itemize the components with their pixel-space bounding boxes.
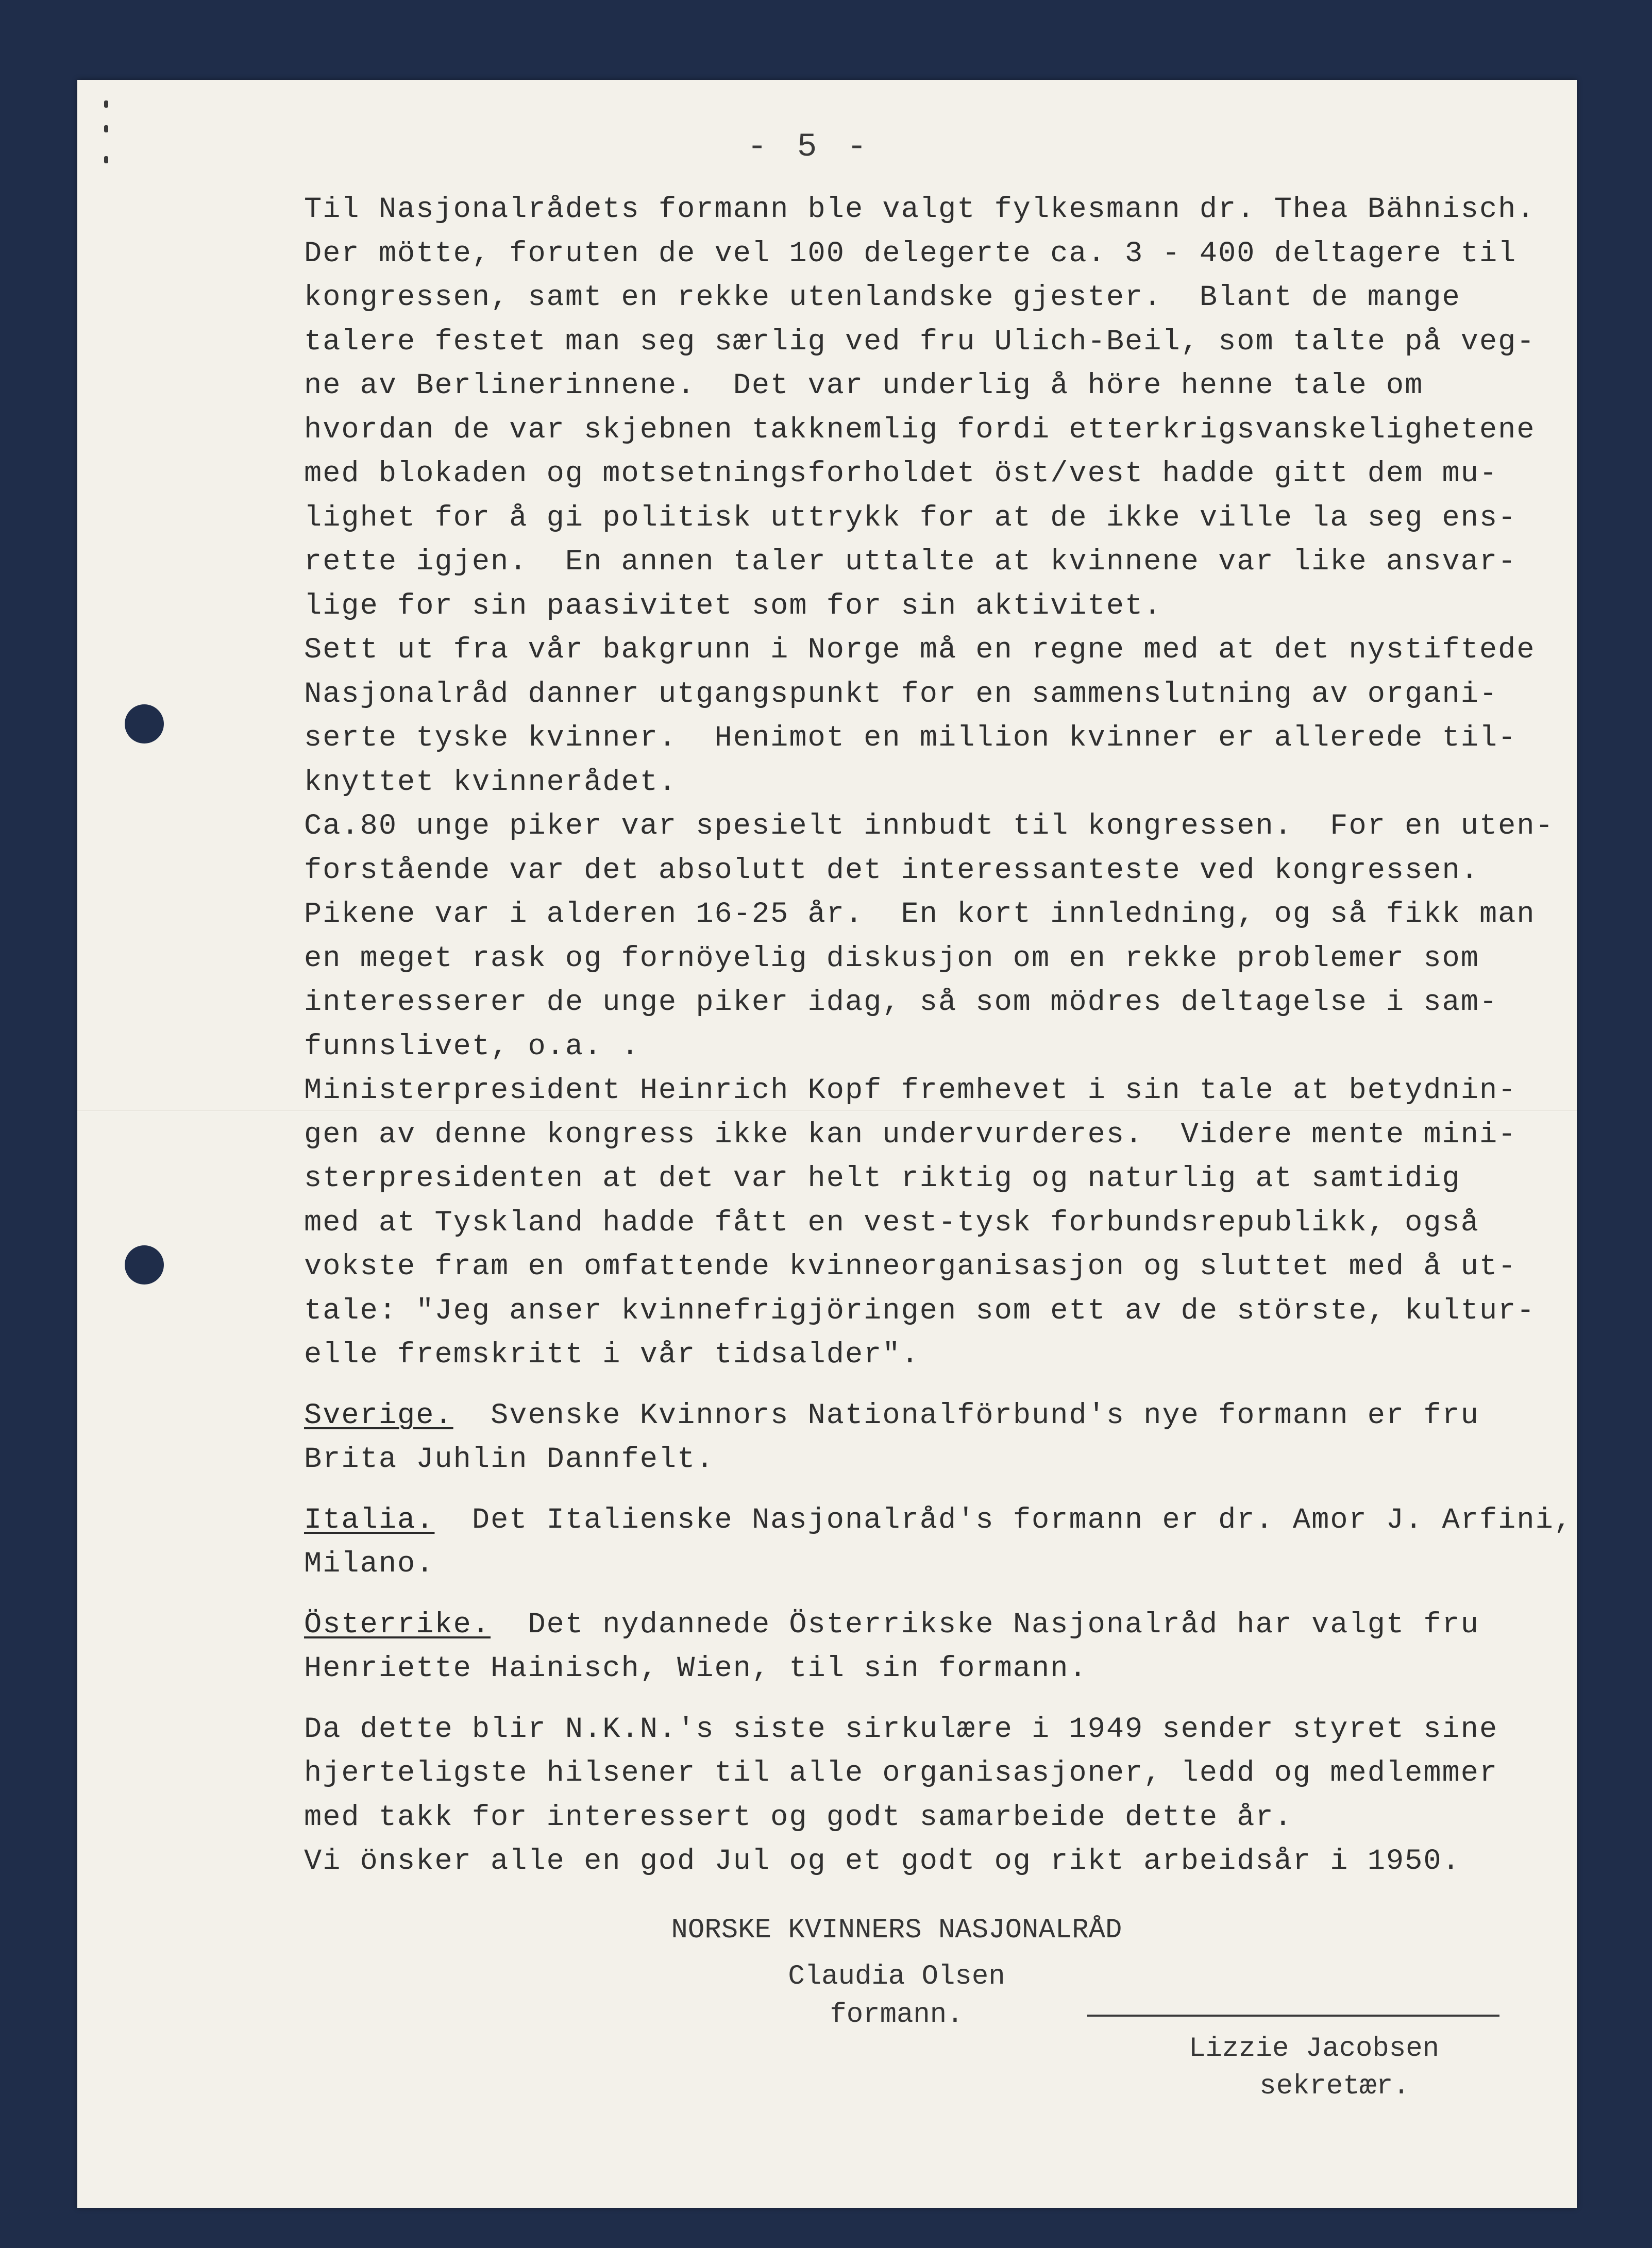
section-heading: Italia. [304,1503,435,1537]
chair-title: formann. [830,1999,964,2031]
body-line: Sett ut fra vår bakgrunn i Norge må en regne med at det nystiftede [304,634,1536,667]
body-line: ne av Berlinerinnene. Det var underlig å höre henne tale om [304,369,1424,402]
body-line: Brita Juhlin Dannfelt. [304,1443,715,1476]
section-heading: Österrike. [304,1608,491,1642]
punch-hole-upper [125,704,164,743]
punch-hole-lower [125,1245,164,1284]
secretary-name: Lizzie Jacobsen [1188,2033,1440,2065]
body-line: hvordan de var skjebnen takknemlig fordi etterkrigsvanskelighetene [304,413,1536,447]
secretary-title: sekretær. [1259,2071,1410,2102]
document-page [77,80,1577,2208]
closing-line: Vi önsker alle en god Jul og et godt og rikt arbeidsår i 1950. [304,1845,1461,1878]
section-osterrike [304,1603,1561,1648]
body-line: knyttet kvinnerådet. [304,766,678,799]
section-heading: Sverige. [304,1399,453,1432]
body-line: vokste fram en omfattende kvinneorganisasjon og sluttet med å ut- [304,1250,1517,1283]
body-line: Til Nasjonalrådets formann ble valgt fylkesmann dr. Thea Bähnisch. [304,193,1536,226]
body-line: Nasjonalråd danner utgangspunkt for en sammenslutning av organi- [304,678,1498,711]
body-line: interesserer de unge piker idag, så som mödres deltagelse i sam- [304,986,1498,1019]
body-line: Pikene var i alderen 16-25 år. En kort innledning, og så fikk man [304,898,1536,931]
section-sverige [304,1394,1561,1439]
body-line: Ca.80 unge piker var spesielt innbudt til kongressen. For en uten- [304,810,1554,843]
closing-line: med takk for interessert og godt samarbeide dette år. [304,1801,1293,1834]
body-line: Ministerpresident Heinrich Kopf fremhevet i sin tale at betydnin- [304,1074,1517,1107]
body-line: en meget rask og fornöyelig diskusjon om en rekke problemer som [304,942,1479,975]
body-line: lige for sin paasivitet som for sin aktivitet. [304,589,1162,623]
chair-name: Claudia Olsen [788,1961,1005,1992]
body-line: lighet for å gi politisk uttrykk for at de ikke ville la seg ens- [304,501,1517,535]
body-line: kongressen, samt en rekke utenlandske gjester. Blant de mange [304,281,1461,314]
body-line: Der mötte, foruten de vel 100 delegerte ca. 3 - 400 deltagere til [304,237,1517,271]
organization-name: NORSKE KVINNERS NASJONALRÅD [671,1915,1122,1946]
page-number: - 5 - [747,129,872,166]
body-line: talere festet man seg særlig ved fru Ulich-Beil, som talte på veg- [304,325,1536,359]
body-line: sterpresidenten at det var helt riktig og naturlig at samtidig [304,1162,1461,1195]
section-text: Det nydannede Österrikske Nasjonalråd har valgt fru [491,1608,1479,1642]
body-line: elle fremskritt i vår tidsalder". [304,1339,920,1372]
section-text: Svenske Kvinnors Nationalförbund's nye formann er fru [453,1399,1479,1432]
staple-mark [104,125,108,132]
letter-body [304,188,1573,1884]
body-line: tale: "Jeg anser kvinnefrigjöringen som ett av de störste, kultur- [304,1294,1536,1328]
body-line: funnslivet, o.a. . [304,1030,640,1063]
signature-line [1087,2015,1499,2017]
body-line: Milano. [304,1548,435,1581]
body-line: med at Tyskland hadde fått en vest-tysk forbundsrepublikk, også [304,1206,1479,1240]
body-line: rette igjen. En annen taler uttalte at kvinnene var like ansvar- [304,546,1517,579]
body-line: med blokaden og motsetningsforholdet öst/vest hadde gitt dem mu- [304,458,1498,491]
section-text: Det Italienske Nasjonalråd's formann er dr. Amor J. Arfini, [434,1503,1573,1537]
body-line: serte tyske kvinner. Henimot en million kvinner er allerede til- [304,722,1517,755]
body-line: gen av denne kongress ikke kan undervurderes. Videre mente mini- [304,1118,1517,1152]
section-italia [304,1499,1573,1543]
staple-mark [104,100,108,108]
closing-line: hjerteligste hilsener til alle organisasjoner, ledd og medlemmer [304,1757,1498,1790]
staple-mark [104,156,108,163]
body-line: Henriette Hainisch, Wien, til sin formann. [304,1652,1088,1685]
body-line: forstående var det absolutt det interessanteste ved kongressen. [304,854,1479,887]
closing-line: Da dette blir N.K.N.'s siste sirkulære i 1949 sender styret sine [304,1713,1498,1746]
